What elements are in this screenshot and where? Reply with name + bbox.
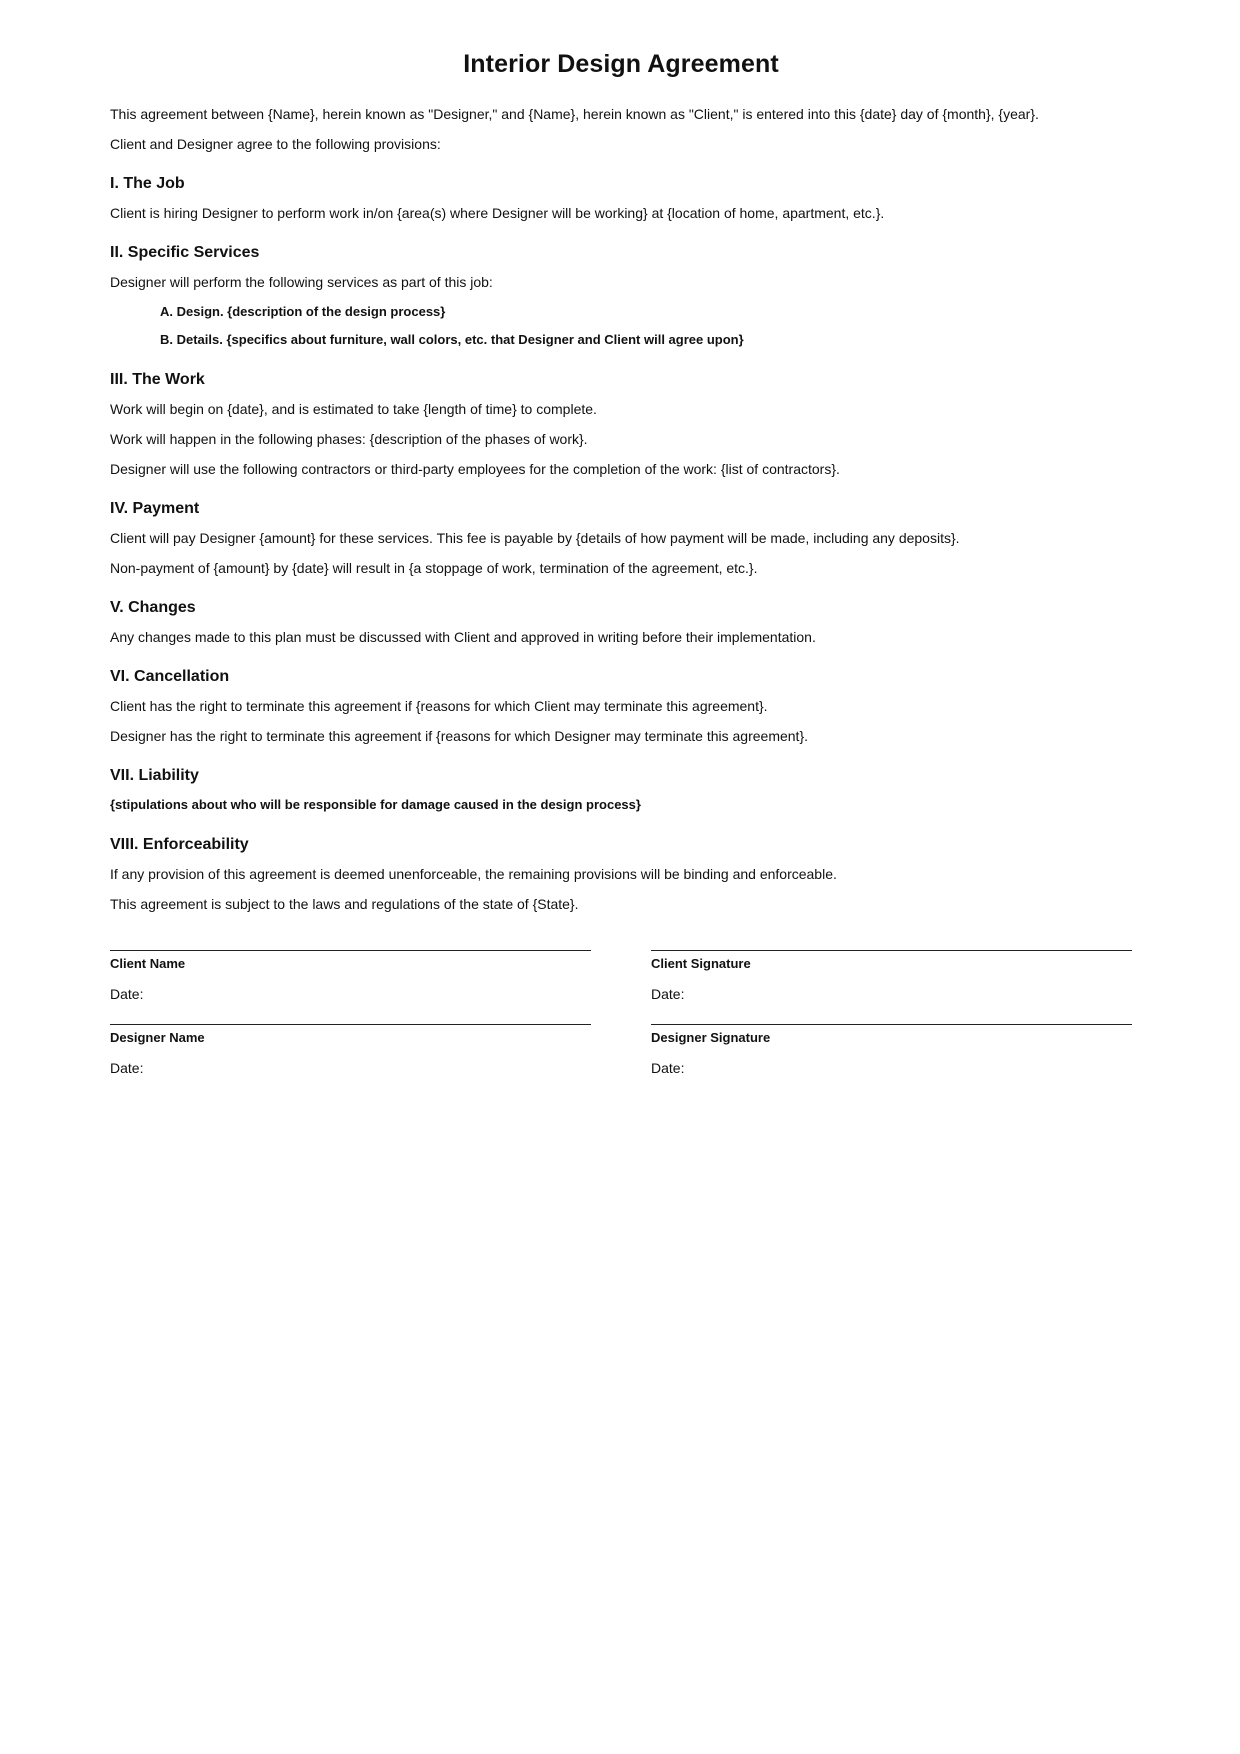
section-paragraph: Client is hiring Designer to perform work in/on {area(s) where Designer will be working} at {location of home, apartment, etc.}. xyxy=(110,205,885,221)
intro-paragraph: Client and Designer agree to the following provisions: xyxy=(110,136,441,152)
section-paragraph: Any changes made to this plan must be discussed with Client and approved in writing before their implementation. xyxy=(110,629,816,645)
client-name-block xyxy=(110,950,591,1002)
section-enforceability xyxy=(110,835,1132,912)
section-heading: I. The Job xyxy=(110,175,185,192)
section-paragraph: Client will pay Designer {amount} for these services. This fee is payable by {details of how payment will be made, including any deposits}. xyxy=(110,530,960,546)
intro xyxy=(110,106,1132,152)
section-heading: VIII. Enforceability xyxy=(110,836,249,853)
section-heading: III. The Work xyxy=(110,371,205,388)
signature-line[interactable] xyxy=(110,950,591,951)
date-label: Date: xyxy=(110,986,144,1002)
section-changes xyxy=(110,598,1132,645)
signature-line[interactable] xyxy=(651,1024,1132,1025)
date-label: Date: xyxy=(110,1060,144,1076)
section-paragraph: Non-payment of {amount} by {date} will result in {a stoppage of work, termination of the agreement, etc.}. xyxy=(110,560,758,576)
liability-note: {stipulations about who will be responsible for damage caused in the design process} xyxy=(110,797,641,812)
signature-label: Designer Signature xyxy=(651,1030,771,1045)
designer-signature-block xyxy=(651,1024,1132,1076)
section-heading: II. Specific Services xyxy=(110,244,260,261)
section-heading: VI. Cancellation xyxy=(110,668,230,685)
section-paragraph: Client has the right to terminate this agreement if {reasons for which Client may terminate this agreement}. xyxy=(110,698,768,714)
date-label: Date: xyxy=(651,1060,685,1076)
section-paragraph: Work will begin on {date}, and is estimated to take {length of time} to complete. xyxy=(110,401,597,417)
document-page xyxy=(110,0,1132,1076)
section-the-job xyxy=(110,174,1132,221)
section-paragraph: Designer has the right to terminate this agreement if {reasons for which Designer may terminate this agreement}. xyxy=(110,728,809,744)
section-liability xyxy=(110,766,1132,813)
section-paragraph: Designer will perform the following services as part of this job: xyxy=(110,274,493,290)
signature-label: Client Name xyxy=(110,956,186,971)
section-heading: V. Changes xyxy=(110,599,196,616)
designer-name-block xyxy=(110,1024,591,1076)
signature-line[interactable] xyxy=(110,1024,591,1025)
services-list-item: B. Details. {specifics about furniture, wall colors, etc. that Designer and Client will agree upon} xyxy=(160,332,744,347)
services-list-item: A. Design. {description of the design process} xyxy=(160,304,446,319)
signature-area xyxy=(110,950,1132,1076)
client-signature-block xyxy=(651,950,1132,1002)
services-list xyxy=(160,304,1132,348)
intro-paragraph: This agreement between {Name}, herein known as "Designer," and {Name}, herein known as "Client," is entered into this {date} day of {month}, {year}. xyxy=(110,106,1039,122)
section-paragraph: Work will happen in the following phases: {description of the phases of work}. xyxy=(110,431,588,447)
section-payment xyxy=(110,499,1132,576)
section-heading: VII. Liability xyxy=(110,767,199,784)
section-cancellation xyxy=(110,667,1132,744)
section-heading: IV. Payment xyxy=(110,500,200,517)
document-title: Interior Design Agreement xyxy=(463,50,779,78)
section-specific-services xyxy=(110,243,1132,348)
signature-label: Client Signature xyxy=(651,956,751,971)
section-paragraph: If any provision of this agreement is deemed unenforceable, the remaining provisions will be binding and enforceable. xyxy=(110,866,837,882)
section-paragraph: This agreement is subject to the laws and regulations of the state of {State}. xyxy=(110,896,579,912)
section-the-work xyxy=(110,370,1132,477)
date-label: Date: xyxy=(651,986,685,1002)
signature-label: Designer Name xyxy=(110,1030,205,1045)
signature-line[interactable] xyxy=(651,950,1132,951)
section-paragraph: Designer will use the following contractors or third-party employees for the completion of the work: {list of contractors}. xyxy=(110,461,840,477)
